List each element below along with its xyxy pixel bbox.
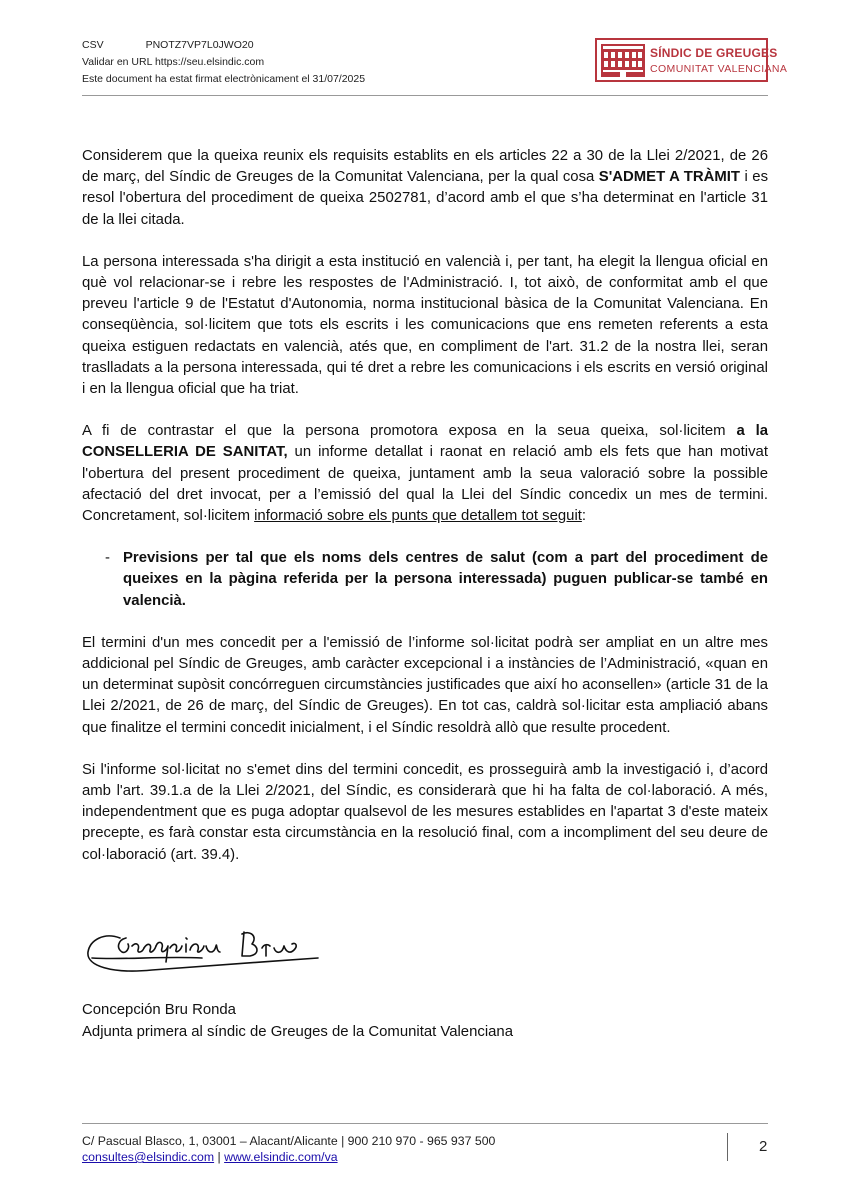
paragraph-collaboration: Si l'informe sol·licitat no s'emet dins del termini concedit, es prosseguirà amb la investigació i, d’acord amb l'art. 39.1.a de la Llei 2/2021, del Síndic, es considerarà que hi ha falta de col·laboració. A més, independentment que es puga adoptar qualsevol de les mesures establides en l'apartat 3 d'este mateix precepte, es farà constar esta circumstància en la resolució final, com a incompliment del seu deure de col·laboració (art. 39.4). <box>82 761 768 863</box>
bullet-dash: - <box>105 550 110 567</box>
paragraph-admission <box>82 146 768 231</box>
signed-note: Este document ha estat firmat electrònicament el 31/07/2025 <box>82 73 366 85</box>
request-recipient: a la CONSELLERIA DE SANITAT, <box>82 423 769 461</box>
footer-separator: | <box>214 1150 225 1164</box>
website-link[interactable]: www.elsindic.com/va <box>224 1150 338 1164</box>
bullet-text: Previsions per tal que els noms dels centres de salut (com a part del procediment de queixes en la pàgina referida per la persona interessada) puguen publicar-se també en valencià. <box>123 550 768 609</box>
paragraph-deadline: El termini d'un mes concedit per a l'emissió de l’informe sol·licitat podrà ser ampliat en un altre mes addicional pel Síndic de Greuges, amb caràcter excepcional i a instàncies de l’Administració, «quan en un determinat supòsit concórreguen circumstàncies justificades que així ho aconsellen» (article 31 de la Llei 2/2021, de 26 de març, del Síndic de Greuges). En tot cas, caldrà sol·licitar esta ampliació abans que finalitze el termini concedit inicialment, i el Síndic resoldrà allò que resulte procedent. <box>82 634 768 736</box>
page-number: 2 <box>759 1138 768 1155</box>
csv-line <box>82 38 254 52</box>
footer-links <box>82 1150 338 1164</box>
admission-bold: S'ADMET A TRÀMIT <box>598 169 741 186</box>
logo-subtitle: COMUNITAT VALENCIANA <box>650 63 788 75</box>
sindic-logo <box>595 38 788 82</box>
building-icon <box>601 44 645 77</box>
signer-block <box>82 999 513 1043</box>
admission-text-end: i es resol l'obertura del procediment de queixa 2502781, d’acord amb el que s’ha determinat en l'article 31 de la llei citada. <box>82 169 769 228</box>
signer-role: Adjunta primera al síndic de Greuges de la Comunitat Valenciana <box>82 1024 513 1040</box>
request-text: A fi de contrastar el que la persona promotora exposa en la seua queixa, sol·licitem <box>82 423 737 440</box>
request-text-middle: un informe detallat i raonat en relació amb els fets que han motivat l'obertura del present procediment de queixa, juntament amb la seua valoració sobre la possible afectació del dret invocat, per a l’emissió del qual la Llei del Síndic concedix un mes de termini. Concretament, sol·licitem <box>82 444 768 525</box>
request-underlined: informació sobre els punts que detallem tot seguit <box>254 508 582 525</box>
email-link[interactable]: consultes@elsindic.com <box>82 1150 215 1164</box>
logo-title: SÍNDIC DE GREUGES <box>650 46 778 60</box>
csv-label: CSV <box>82 39 104 51</box>
footer-divider <box>82 1123 768 1124</box>
signer-name: Concepción Bru Ronda <box>82 1002 236 1018</box>
header-divider <box>82 95 768 96</box>
admission-text: Considerem que la queixa reunix els requisits establits en els articles 22 a 30 de la Llei 2/2021, de 26 de març, del Síndic de Greuges de la Comunitat Valenciana, per la qual cosa <box>82 148 768 186</box>
request-colon: : <box>581 508 587 525</box>
footer-address: C/ Pascual Blasco, 1, 03001 – Alacant/Alicante | 900 210 970 - 965 937 500 <box>82 1134 496 1148</box>
csv-code: PNOTZ7VP7L0JWO20 <box>145 39 254 51</box>
list-item <box>82 548 768 612</box>
letter-body <box>82 146 768 887</box>
handwritten-signature <box>82 918 332 988</box>
paragraph-request <box>82 421 768 527</box>
validation-url: Validar en URL https://seu.elsindic.com <box>82 56 265 68</box>
paragraph-language: La persona interessada s'ha dirigit a esta institució en valencià i, per tant, ha elegit la llengua oficial en què vol relacionar-se i rebre les respostes de l'Administració. I, tot això, de conformitat amb el que preveu l'article 9 de l'Estatut d'Autonomia, norma institucional bàsica de la Comunitat Valenciana. En conseqüència, sol·licitem que tots els escrits i les comunicacions que ens remeten referents a esta queixa estiguen redactats en valencià, atés que, en compliment de l'art. 31.2 de la nostra llei, seran traslladats a la persona interessada, qui té dret a rebre les comunicacions i els escrits en versió original i en la llengua oficial que ha triat. <box>82 253 768 398</box>
footer-vertical-divider <box>727 1133 728 1161</box>
